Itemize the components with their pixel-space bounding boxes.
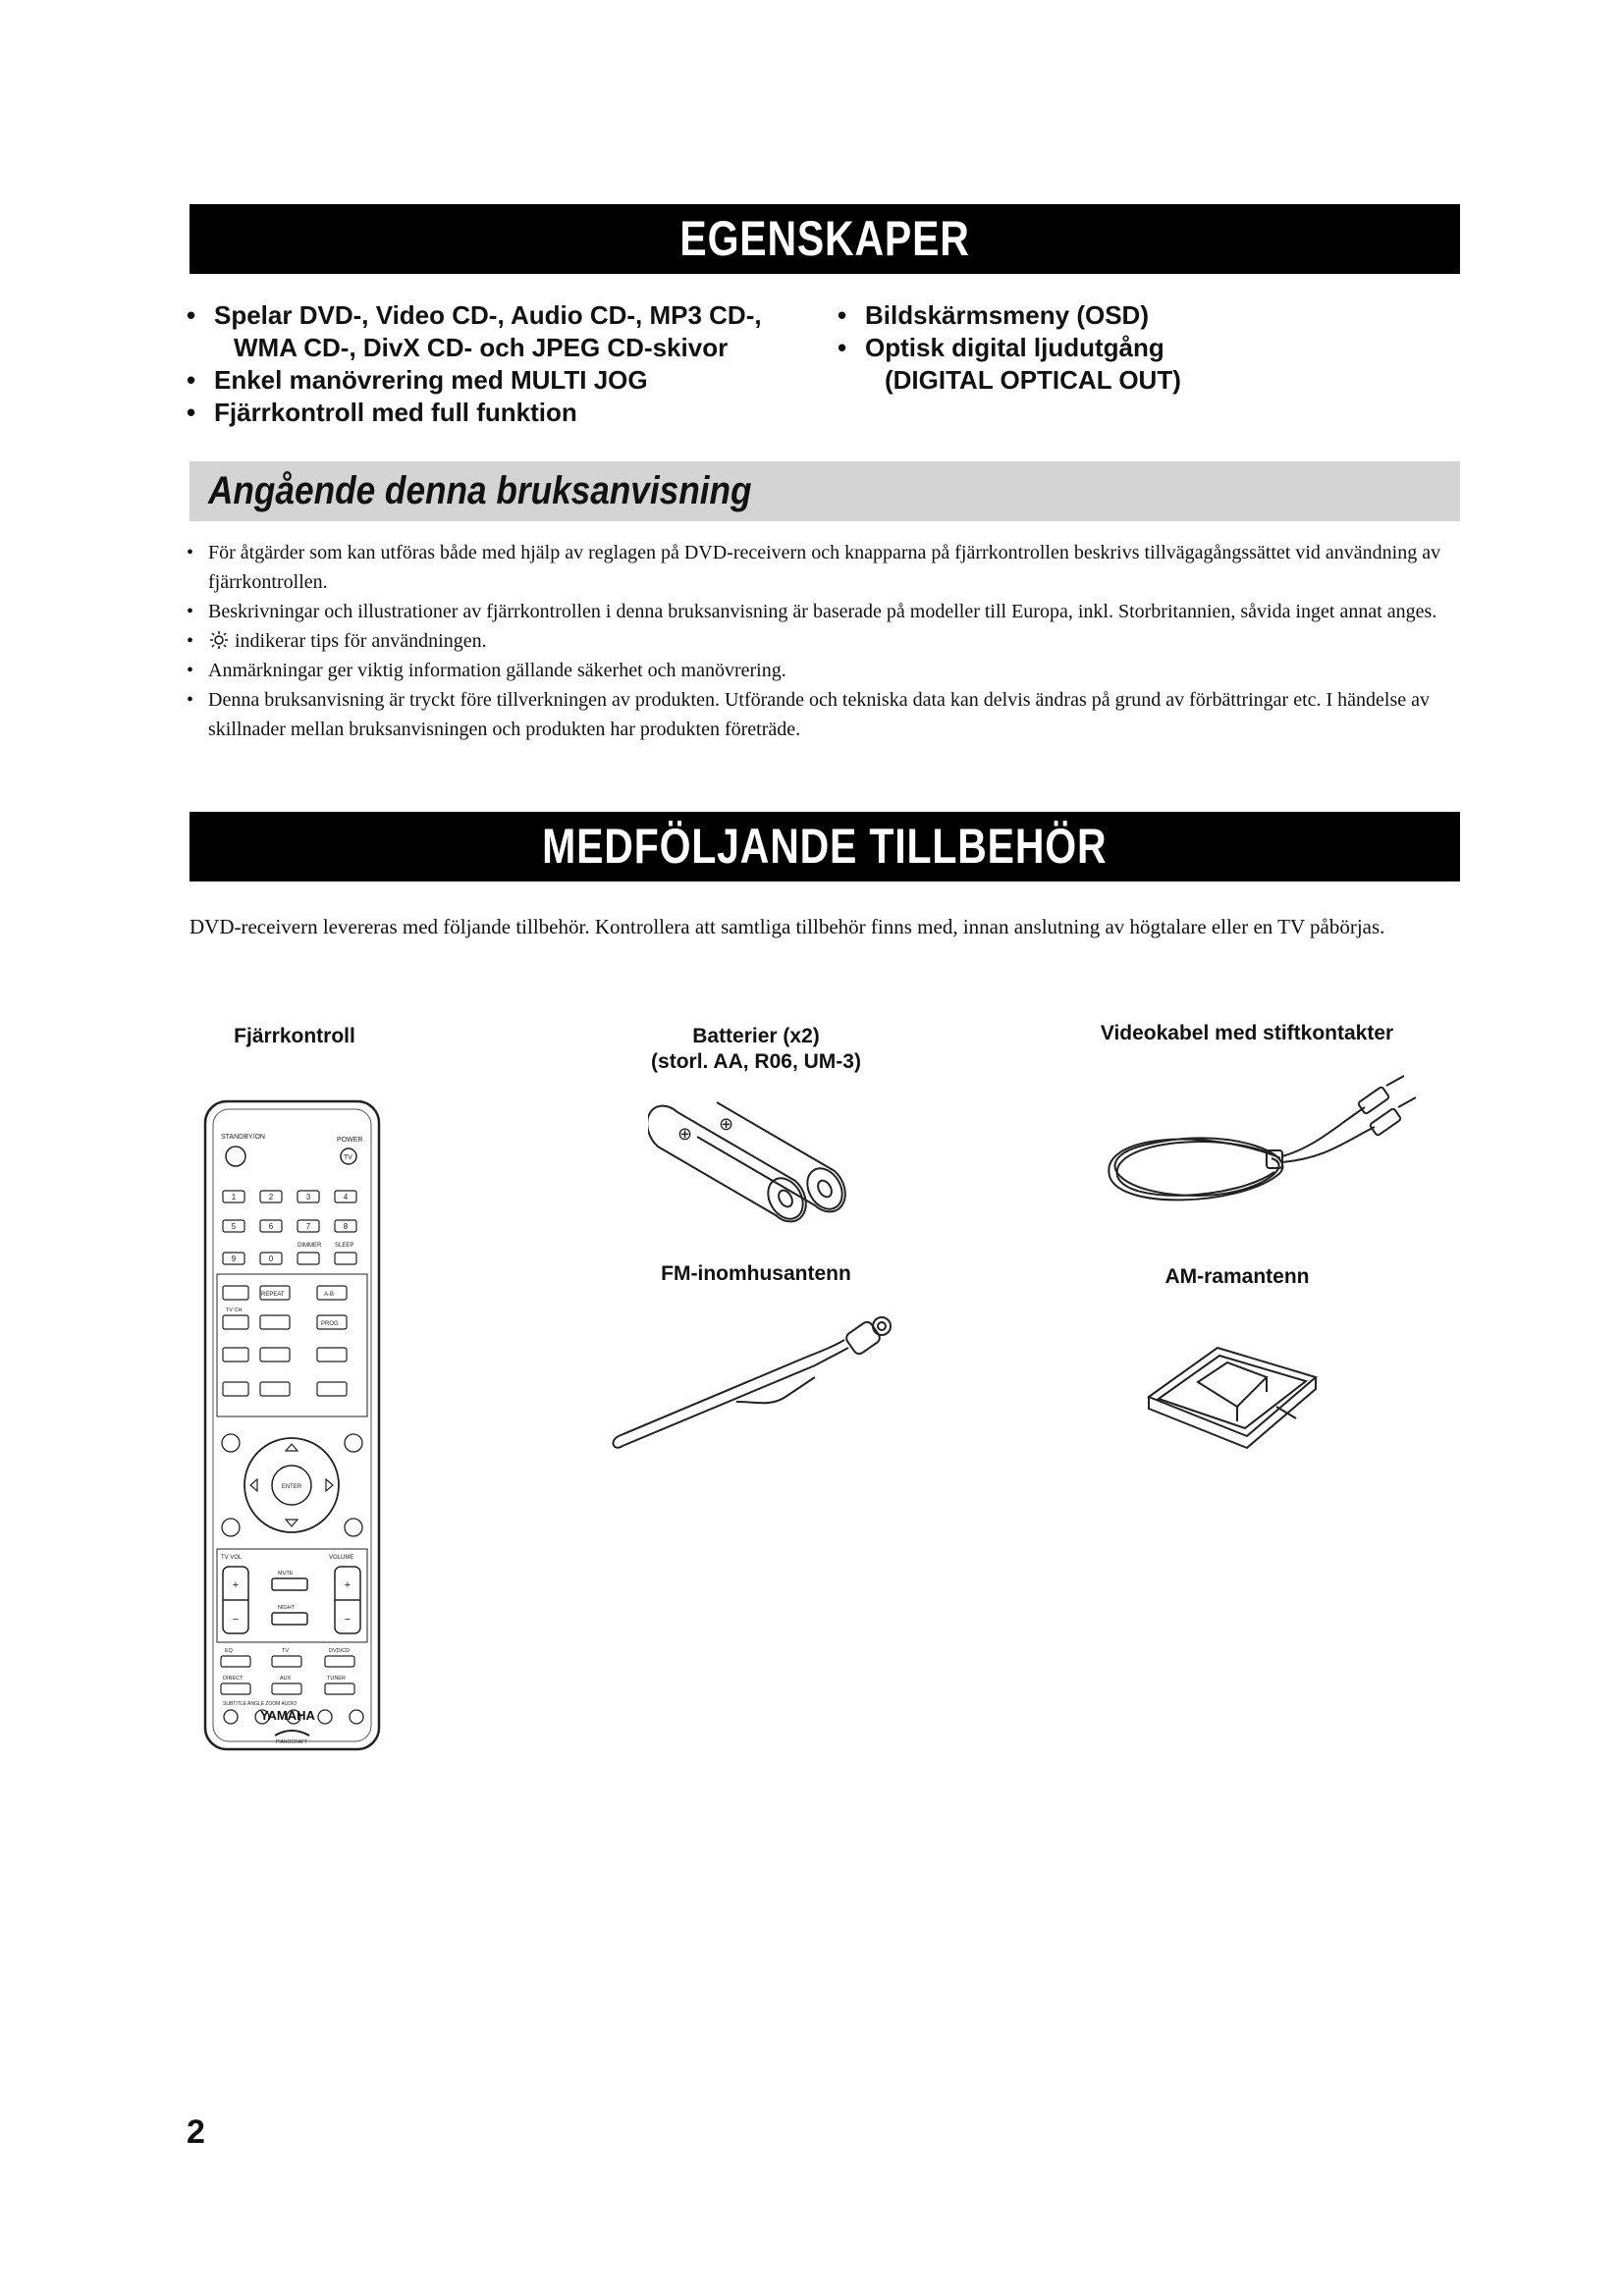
svg-text:+: + — [232, 1579, 240, 1591]
remote-control-illustration — [201, 1097, 383, 1753]
remote-digit: 9 — [231, 1255, 237, 1263]
remote-digit: 3 — [305, 1193, 311, 1201]
manual-section-header — [189, 461, 1460, 521]
accessories-intro: DVD-receivern levereras med följande tillbehör. Kontrollera att samtliga tillbehör finns med, innan anslutning av högtalare eller en TV påbörjas. — [189, 915, 1385, 938]
manual-notes — [187, 538, 1463, 744]
remote-label-enter: ENTER — [281, 1484, 302, 1490]
svg-text:⊕: ⊕ — [719, 1114, 734, 1134]
accessories-title: MEDFÖLJANDE TILLBEHÖR — [542, 819, 1108, 874]
remote-label-dimmer: DIMMER — [298, 1243, 322, 1249]
svg-text:⊕: ⊕ — [677, 1124, 693, 1144]
caption-remote: Fjärrkontroll — [234, 1025, 355, 1047]
remote-label-sleep: SLEEP — [335, 1243, 354, 1249]
remote-label-mute: MUTE — [278, 1571, 294, 1576]
remote-digit: 0 — [268, 1255, 274, 1263]
feature-item: • Bildskärmsmeny (OSD) — [838, 299, 1427, 332]
note-item: • Anmärkningar ger viktig information gällande säkerhet och manövrering. — [187, 656, 1463, 685]
tip-icon — [208, 630, 230, 650]
remote-label-tv-source: TV — [282, 1648, 290, 1654]
feature-item: • Fjärrkontroll med full funktion — [187, 397, 815, 429]
features-banner — [189, 204, 1460, 274]
feature-item: • Spelar DVD-, Video CD-, Audio CD-, MP3 CD-, — [187, 299, 815, 332]
remote-label-eq: EQ — [225, 1648, 233, 1654]
svg-text:−: − — [344, 1614, 352, 1626]
remote-digit: 8 — [343, 1222, 349, 1231]
caption-fm-antenna: FM-inomhusantenn — [661, 1262, 851, 1285]
remote-label-tuner: TUNER — [327, 1676, 346, 1682]
features-title: EGENSKAPER — [679, 211, 970, 266]
feature-item: (DIGITAL OPTICAL OUT) — [885, 365, 1181, 395]
svg-text:−: − — [232, 1614, 240, 1626]
remote-label-repeat: REPEAT — [261, 1292, 285, 1298]
remote-label-prog: PROG — [321, 1321, 339, 1327]
remote-digit: 7 — [305, 1222, 311, 1231]
page-number: 2 — [187, 2113, 205, 2151]
remote-label-night: NIGHT — [278, 1605, 296, 1611]
svg-text:+: + — [344, 1579, 352, 1591]
remote-label-volume: VOLUME — [329, 1555, 354, 1561]
feature-item: WMA CD-, DivX CD- och JPEG CD-skivor — [234, 333, 729, 362]
remote-label-standby: STANDBY/ON — [221, 1134, 265, 1141]
remote-digit: 2 — [268, 1193, 274, 1201]
remote-digit: 1 — [231, 1193, 237, 1201]
note-item: • Denna bruksanvisning är tryckt före tillverkningen av produkten. Utförande och tekniska data kan delvis ändras på grund av förbättringar etc. I händelse av skillnader mellan bruksanvisningen och produkten har produkten företräde. — [187, 685, 1463, 744]
features-list-right — [838, 299, 1427, 397]
am-antenna-illustration — [1139, 1338, 1326, 1461]
remote-label-dvdcd: DVD/CD — [329, 1648, 351, 1654]
note-item: • För åtgärder som kan utföras både med hjälp av reglagen på DVD-receivern och knapparna på fjärrkontrollen beskrivs tillvägagångssättet vid användning av fjärrkontrollen. — [187, 538, 1463, 597]
feature-item: • Enkel manövrering med MULTI JOG — [187, 364, 815, 397]
features-list-left — [187, 299, 815, 429]
remote-label-tv: TV — [344, 1154, 352, 1161]
remote-label-tvvol: TV VOL — [221, 1555, 243, 1561]
remote-label-ab: A-B — [324, 1292, 335, 1298]
caption-batteries — [609, 1024, 903, 1075]
fm-antenna-illustration — [609, 1308, 903, 1466]
remote-label-power: POWER — [337, 1137, 363, 1144]
remote-digit: 4 — [343, 1193, 349, 1201]
remote-label-direct: DIRECT — [223, 1676, 244, 1682]
caption-am-antenna: AM-ramantenn — [1164, 1265, 1310, 1288]
manual-title: Angående denna bruksanvisning — [208, 469, 752, 512]
remote-logo-text: PIANOCRAFT — [275, 1739, 308, 1745]
tip-note-text: indikerar tips för användningen. — [235, 630, 487, 652]
batteries-illustration — [648, 1093, 864, 1230]
remote-label-aux: AUX — [280, 1676, 292, 1682]
feature-item: • Optisk digital ljudutgång — [838, 332, 1427, 364]
caption-batteries-line1: Batterier (x2) — [692, 1025, 820, 1047]
caption-video-cable: Videokabel med stiftkontakter — [1100, 1022, 1394, 1044]
note-item: • Beskrivningar och illustrationer av fjärrkontrollen i denna bruksanvisning är baserade på modeller till Europa, inkl. Storbritannien, såvida inget annat anges. — [187, 597, 1463, 626]
caption-batteries-line2: (storl. AA, R06, UM-3) — [651, 1050, 861, 1073]
video-cable-illustration — [1080, 1068, 1434, 1215]
accessories-banner — [189, 812, 1460, 881]
remote-digit: 5 — [231, 1222, 237, 1231]
remote-digit: 6 — [268, 1222, 274, 1231]
note-item-tip — [187, 626, 1463, 656]
remote-brand: YAMAHA — [260, 1708, 315, 1723]
remote-label-bottom-row: SUBTITLE ANGLE ZOOM AUDIO — [223, 1701, 298, 1707]
remote-label-tvch: TV CH — [226, 1308, 243, 1313]
